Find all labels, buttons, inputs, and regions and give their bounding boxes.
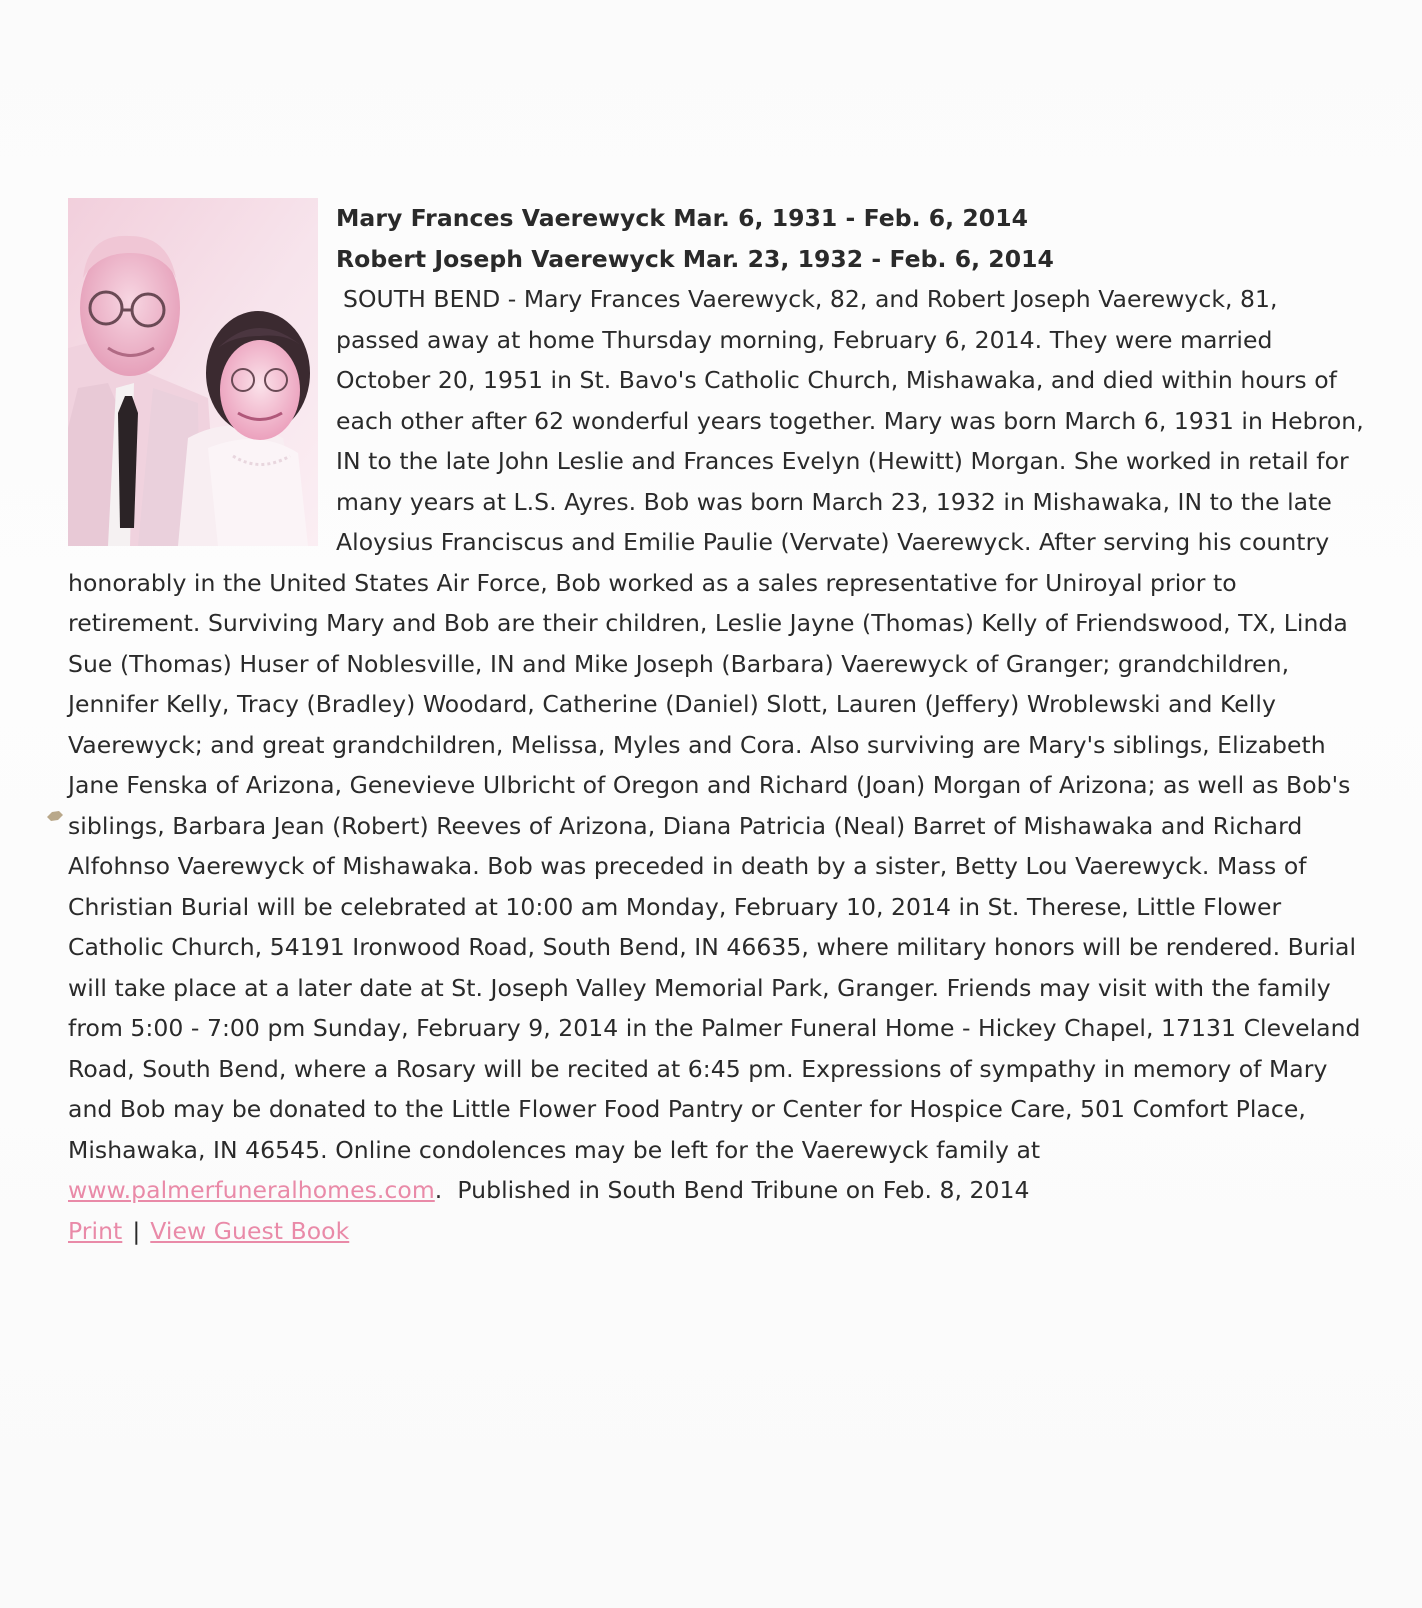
obituary-body: SOUTH BEND - Mary Frances Vaerewyck, 82, and Robert Joseph Vaerewyck, 81, passed away at home Thursday morning, February 6, 2014. They were married October 20, 1951 in St. Bavo's Catholic Church, Mishawaka, and died within hours of each other after 62 wonderful years together. Mary was born March 6, 1931 in Hebron, IN to the late John Leslie and Frances Evelyn (Hewitt) Morgan. She worked in retail for many years at L.S. Ayres. Bob was born March 23, 1932 in Mishawaka, IN to the late Aloysius Franciscus and Emilie Paulie (Vervate) Vaerewyck. After serving his country honorably in the United States Air Force, Bob worked as a sales representative for Uniroyal prior to retirement. Surviving Mary and Bob are their children, Leslie Jayne (Thomas) Kelly of Friendswood, TX, Linda Sue (Thomas) Huser of Noblesville, IN and Mike Joseph (Barbara) Vaerewyck of Granger; grandchildren, Jennifer Kelly, Tracy (Bradley) Woodard, Catherine (Daniel) Slott, Lauren (Jeffery) Wroblewski and Kelly Vaerewyck; and great grandchildren, Melissa, Myles and Cora. Also surviving are Mary's siblings, Elizabeth Jane Fenska of Arizona, Genevieve Ulbricht of Oregon and Richard (Joan) Morgan of Arizona; as well as Bob's siblings, Barbara Jean (Robert) Reeves of Arizona, Diana Patricia (Neal) Barret of Mishawaka and Richard Alfohnso Vaerewyck of Mishawaka. Bob was preceded in death by a sister, Betty Lou Vaerewyck. Mass of Christian Burial will be celebrated at 10:00 am Monday, February 10, 2014 in St. Therese, Little Flower Catholic Church, 54191 Ironwood Road, South Bend, IN 46635, where military honors will be rendered. Burial will take place at a later date at St. Joseph Valley Memorial Park, Granger. Friends may visit with the family from 5:00 - 7:00 pm Sunday, February 9, 2014 in the Palmer Funeral Home - Hickey Chapel, 17131 Cleveland Road, South Bend, where a Rosary will be recited at 6:45 pm. Expressions of sympathy in memory of Mary and Bob may be donated to the Little Flower Food Pantry or Center for Hospice Care, 501 Comfort Place, Mishawaka, IN 46545. Online condolences may be left for the Vaerewyck family at	[68, 285, 1364, 1164]
heading-mary: Mary Frances Vaerewyck Mar. 6, 1931 - Feb. 6, 2014	[336, 204, 1028, 232]
view-guest-book-link[interactable]: View Guest Book	[150, 1216, 350, 1245]
footer-links	[68, 1211, 1368, 1252]
obituary: Mary Frances Vaerewyck Mar. 6, 1931 - Feb. 6, 2014 Robert Joseph Vaerewyck Mar. 23, 1932 - Feb. 6, 2014 SOUTH BEND - Mary Frances Vaerewyck, 82, and Robert Joseph Vaerewyck, 81, passed away at home Thursday morning, February 6, 2014. They were married October 20, 1951 in St. Bavo's Catholic Church, Mishawaka, and died within hours of each other after 62 wonderful years together. Mary was born March 6, 1931 in Hebron, IN to the late John Leslie and Frances Evelyn (Hewitt) Morgan. She worked in retail for many years at L.S. Ayres. Bob was born March 23, 1932 in Mishawaka, IN to the late Aloysius Franciscus and Emilie Paulie (Vervate) Vaerewyck. After serving his country honorably in the United States Air Force, Bob worked as a sales representative for Uniroyal prior to retirement. Surviving Mary and Bob are their children, Leslie Jayne (Thomas) Kelly of Friendswood, TX, Linda Sue (Thomas) Huser of Noblesville, IN and Mike Joseph (Barbara) Vaerewyck of Granger; grandchildren, Jennifer Kelly, Tracy (Bradley) Woodard, Catherine (Daniel) Slott, Lauren (Jeffery) Wroblewski and Kelly Vaerewyck; and great grandchildren, Melissa, Myles and Cora. Also surviving are Mary's siblings, Elizabeth Jane Fenska of Arizona, Genevieve Ulbricht of Oregon and Richard (Joan) Morgan of Arizona; as well as Bob's siblings, Barbara Jean (Robert) Reeves of Arizona, Diana Patricia (Neal) Barret of Mishawaka and Richard Alfohnso Vaerewyck of Mishawaka. Bob was preceded in death by a sister, Betty Lou Vaerewyck. Mass of Christian Burial will be celebrated at 10:00 am Monday, February 10, 2014 in St. Therese, Little Flower Catholic Church, 54191 Ironwood Road, South Bend, IN 46635, where military honors will be rendered. Burial will take place at a later date at St. Joseph Valley Memorial Park, Granger. Friends may visit with the family from 5:00 - 7:00 pm Sunday, February 9, 2014 in the Palmer Funeral Home - Hickey Chapel, 17131 Cleveland Road, South Bend, where a Rosary will be recited at 6:45 pm. Expressions of sympathy in memory of Mary and Bob may be donated to the Little Flower Food Pantry or Center for Hospice Care, 501 Comfort Place, Mishawaka, IN 46545. Online condolences may be left for the Vaerewyck family at www.palmerfuneralhomes.com. Published in South Bend Tribune on Feb. 8, 2014 Print | View Guest Book	[68, 198, 1368, 1251]
paper-speck	[46, 810, 64, 822]
print-link[interactable]: Print	[68, 1216, 123, 1245]
published-note: Published in South Bend Tribune on Feb. 8, 2014	[457, 1176, 1030, 1204]
funeral-home-website-link[interactable]: www.palmerfuneralhomes.com	[68, 1176, 435, 1204]
couple-photo	[68, 198, 318, 546]
link-separator: |	[132, 1216, 141, 1245]
heading-robert: Robert Joseph Vaerewyck Mar. 23, 1932 - Feb. 6, 2014	[336, 244, 1054, 273]
